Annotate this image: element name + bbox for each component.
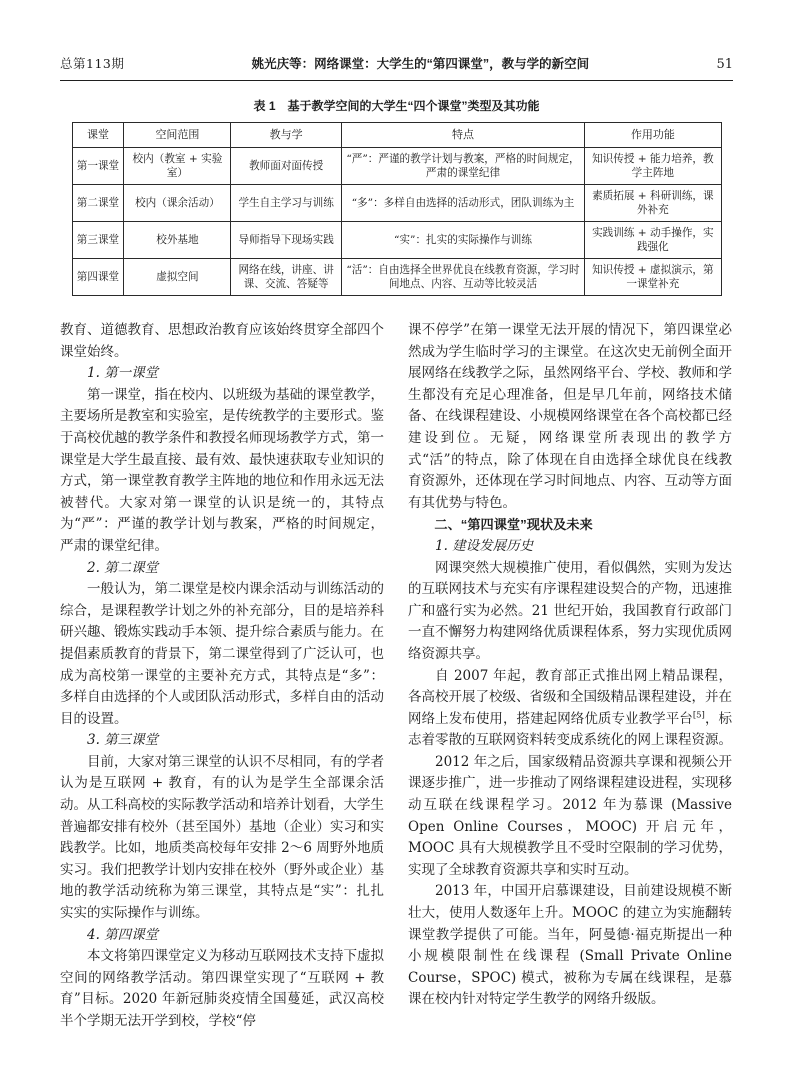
table-caption xyxy=(60,97,733,114)
running-head xyxy=(60,56,733,73)
table-cell: “实”：扎实的实际操作与训练 xyxy=(341,222,584,259)
running-title: 姚光庆等：网络课堂：大学生的“第四课堂”，教与学的新空间 xyxy=(251,57,590,71)
table-cell: 第一课堂 xyxy=(72,148,124,185)
table-cell: 素质拓展 + 科研训练，课外补充 xyxy=(585,185,721,222)
table-header-row xyxy=(72,123,721,148)
subheading-first-classroom: 1. 第一课堂 xyxy=(87,365,159,382)
table-header-cell: 空间范围 xyxy=(124,123,231,148)
paragraph-text: ，标志着零散的互联网资料转变成系统化的网上课程资源。 xyxy=(408,710,733,749)
paragraph-first-classroom: 第一课堂，指在校内、以班级为基础的课堂教学，主要场所是教室和实验室，是传统教学的主要形式。鉴于高校优越的教学条件和教授名师现场教学方式，第一课堂是大学生最直接、最有效、最快速获取专业知识的方式，第一课堂教育教学主阵地的地位和作用永远无法被替代。大家对第一课堂的认识是统一的，其特点为“严”：严谨的教学计划与教案，严格的时间规定，严肃的课堂纪律。 xyxy=(60,386,384,554)
article-body xyxy=(60,320,733,1033)
left-column xyxy=(60,320,384,1033)
paragraph-2007-courses xyxy=(408,666,732,752)
table-header-cell: 特点 xyxy=(341,123,584,148)
subheading-history: 1. 建设发展历史 xyxy=(435,537,534,554)
paragraph-fourth-classroom: 本文将第四课堂定义为移动互联网技术支持下虚拟空间的网络教学活动。第四课堂实现了“互联网 + 教育”目标。2020 年新冠肺炎疫情全国蔓延，武汉高校半个学期无法开学到校，学校“停 xyxy=(60,948,384,1029)
table-row xyxy=(72,148,721,185)
paragraph-continuation: 课不停学”在第一课堂无法开展的情况下，第四课堂必然成为学生临时学习的主课堂。在这次史无前例全面开展网络在线教学之际，虽然网络平台、学校、教师和学生都没有充足心理准备，但是早几年前，网络技术储备、在线课程建设、小规模网络课堂在各个高校都已经建设到位。无疑，网络课堂所表现出的教学方式“活”的特点，除了体现在自由选择全球优良在线教育资源外，还体现在学习时间地点、内容、互动等方面有其优势与特色。 xyxy=(408,322,732,511)
subheading-second-classroom: 2. 第二课堂 xyxy=(87,559,159,576)
table-cell: 第二课堂 xyxy=(72,185,124,222)
table-header-cell: 教与学 xyxy=(231,123,341,148)
paragraph-text: 自 2007 年起，教育部正式推出网上精品课程，各高校开展了校级、省级和全国级精品课程建设，并在网络上发布使用，搭建起网络优质专业教学平台 xyxy=(408,667,732,727)
table-cell: 虚拟空间 xyxy=(124,259,231,296)
table-caption-text: 基于教学空间的大学生“四个课堂”类型及其功能 xyxy=(287,99,540,113)
paragraph-second-classroom: 一般认为，第二课堂是校内课余活动与训练活动的综合，是课程教学计划之外的补充部分，目的是培养科研兴趣、锻炼实践动手本领、提升综合素质与能力。在提倡素质教育的背景下，第二课堂得到了广泛认可，也成为高校第一课堂的主要补充方式，其特点是“多”：多样自由选择的个人或团队活动形式，多样自由的活动目的设置。 xyxy=(60,581,384,727)
table-cell: 学生自主学习与训练 xyxy=(231,185,341,222)
table-header-cell: 课堂 xyxy=(72,123,124,148)
table-cell: 教师面对面传授 xyxy=(231,148,341,185)
issue-number: 总第113期 xyxy=(60,56,125,71)
table-cell: “多”：多样自由选择的活动形式，团队训练为主 xyxy=(341,185,584,222)
table-cell: “活”：自由选择全世界优良在线教育资源，学习时间地点、内容、互动等比较灵活 xyxy=(341,259,584,296)
header-rule xyxy=(60,80,733,81)
subheading-third-classroom: 3. 第三课堂 xyxy=(87,732,159,749)
four-classrooms-table xyxy=(72,122,722,296)
table-row xyxy=(72,222,721,259)
paragraph-2013-spoc: 2013 年，中国开启慕课建设，目前建设规模不断壮大，使用人数逐年上升。MOOC 的建立为实施翻转课堂教学提供了可能。当年，阿曼德·福克斯提出一种小规模限制性在线课程 (Small Private Online Course，SPOC) 模式，被称为专属在线课程，是慕课在校内针对特定学生教学的网络升级版。 xyxy=(408,883,732,1008)
table-cell: 第四课堂 xyxy=(72,259,124,296)
paragraph-third-classroom: 目前，大家对第三课堂的认识不尽相同，有的学者认为是互联网 + 教育，有的认为是学生全部课余活动。从工科高校的实际教学活动和培养计划看，大学生普遍都安排有校外（甚至国外）基地（企业）实习和实践教学。比如，地质类高校每年安排 2～6 周野外地质实习。我们把教学计划内安排在校外（野外或企业）基地的教学活动统称为第三课堂，其特点是“实”：扎扎实实的实际操作与训练。 xyxy=(60,753,384,922)
table-cell: “严”：严谨的教学计划与教案，严格的时间规定，严肃的课堂纪律 xyxy=(341,148,584,185)
table-cell: 校外基地 xyxy=(124,222,231,259)
table-cell: 第三课堂 xyxy=(72,222,124,259)
page-number: 51 xyxy=(716,57,733,72)
table-cell: 实践训练 + 动手操作，实践强化 xyxy=(585,222,721,259)
table-cell: 网络在线，讲座、讲课、交流、答疑等 xyxy=(231,259,341,296)
paragraph-continuation: 教育、道德教育、思想政治教育应该始终贯穿全部四个课堂始终。 xyxy=(60,322,384,360)
table-cell: 知识传授 + 虚拟演示，第一课堂补充 xyxy=(585,259,721,296)
table-cell: 导师指导下现场实践 xyxy=(231,222,341,259)
paragraph-2012-mooc: 2012 年之后，国家级精品资源共享课和视频公开课逐步推广，进一步推动了网络课程建设进程，实现移动互联在线课程学习。2012 年为慕课 (Massive Open Online Courses，MOOC) 开启元年，MOOC 具有大规模教学且不受时空限制的学习优势，实现了全球教育资源共享和实时互动。 xyxy=(408,753,732,878)
section-heading-status-future: 二、“第四课堂”现状及未来 xyxy=(434,517,593,533)
table-row xyxy=(72,259,721,296)
right-column xyxy=(408,320,732,1033)
table-cell: 知识传授 + 能力培养，教学主阵地 xyxy=(585,148,721,185)
subheading-fourth-classroom: 4. 第四课堂 xyxy=(87,926,159,943)
paragraph-history-intro: 网课突然大规模推广使用，看似偶然，实则为发达的互联网技术与充实有序课程建设契合的产物，迅速推广和盛行实为必然。21 世纪开始，我国教育行政部门一直不懈努力构建网络优质课程体系，努力实现优质网络资源共享。 xyxy=(408,559,732,662)
table-caption-label: 表 1 xyxy=(253,99,276,113)
table-row xyxy=(72,185,721,222)
table-cell: 校内（教室 + 实验室） xyxy=(124,148,231,185)
table-cell: 校内（课余活动） xyxy=(124,185,231,222)
table-header-cell: 作用功能 xyxy=(585,123,721,148)
citation-marker: [5] xyxy=(692,710,705,721)
